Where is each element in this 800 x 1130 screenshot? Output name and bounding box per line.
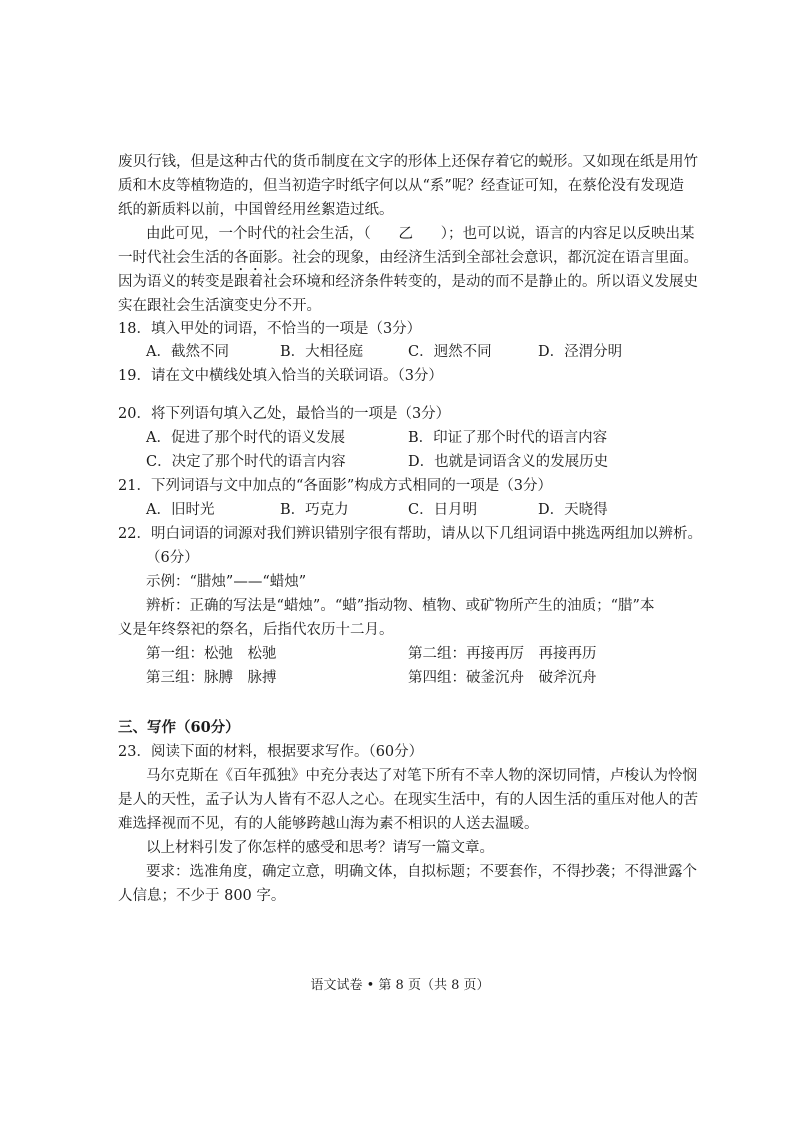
passage-line: [146, 224, 695, 244]
q23-stem: 23．阅读下面的材料，根据要求写作。（60分）: [118, 744, 424, 760]
q21-stem: 21．下列词语与文中加点的“各面影”构成方式相同的一项是（3分）: [118, 478, 552, 494]
material-prompt: 以上材料引发了你怎样的感受和思考？请写一篇文章。: [146, 840, 494, 856]
q21-option-c: C．日月明: [408, 502, 478, 518]
q22-group-3: 第三组：脉膊 脉搏: [146, 670, 277, 686]
q20-option-c: C．决定了那个时代的语言内容: [146, 454, 346, 470]
q21-option-a: A．旧时光: [146, 502, 215, 518]
passage-text: ）；也可以说，语言的内容足以反映出某: [440, 226, 695, 242]
q22-analysis: 义是年终祭祀的祭名，后指代农历十二月。: [118, 622, 394, 638]
passage-line: 质和木皮等植物造的，但当初造字时纸字何以从“系”呢？经查证可知，在蔡伦没有发现造: [118, 178, 684, 194]
requirements: 人信息；不少于 800 字。: [118, 888, 286, 904]
passage-line: 纸的新质料以前，中国曾经用丝絮造过纸。: [118, 202, 394, 218]
q18-option-d: D．泾渭分明: [538, 344, 623, 360]
q20-stem: 20．将下列语句填入乙处，最恰当的一项是（3分）: [118, 406, 451, 422]
dotted-word: 各面影: [234, 250, 278, 266]
passage-line: 废贝行钱，但是这种古代的货币制度在文字的形体上还保存着它的蜕形。又如现在纸是用竹: [118, 154, 698, 170]
q18-option-b: B．大相径庭: [280, 344, 364, 360]
passage-text: 由此可见，一个时代的社会生活，（: [146, 226, 371, 242]
q20-option-d: D．也就是词语含义的发展历史: [408, 454, 609, 470]
requirements: 要求：选准角度，确定立意，明确文体，自拟标题；不要套作，不得抄袭；不得泄露个: [146, 864, 697, 880]
passage-text: 一时代社会生活的: [118, 250, 234, 266]
q22-stem: 22．明白词语的词源对我们辨识错别字很有帮助，请从以下几组词语中挑选两组加以辨析。: [118, 526, 702, 542]
page-footer: 语文试卷 • 第 8 页（共 8 页）: [310, 978, 490, 993]
q22-score: （6分）: [146, 550, 199, 566]
q22-group-4: 第四组：破釜沉舟 破斧沉舟: [408, 670, 597, 686]
q21-option-d: D．天晓得: [538, 502, 608, 518]
passage-line: 因为语义的转变是跟着社会环境和经济条件转变的，是动的而不是静止的。所以语义发展史: [118, 274, 698, 290]
q18-option-c: C．迥然不同: [408, 344, 492, 360]
q22-group-2: 第二组：再接再厉 再接再历: [408, 646, 597, 662]
q19-stem: 19．请在文中横线处填入恰当的关联词语。（3分）: [118, 368, 443, 384]
q21-option-b: B．巧克力: [280, 502, 349, 518]
section-heading: 三、写作（60分）: [118, 719, 240, 736]
passage-text: 。社会的现象，由经济生活到全部社会意识，都沉淀在语言里面。: [277, 250, 698, 266]
q20-option-a: A．促进了那个时代的语义发展: [146, 430, 345, 446]
passage-line: [118, 248, 698, 274]
q18-stem: 18．填入甲处的词语，不恰当的一项是（3分）: [118, 321, 422, 337]
q22-example: 示例：“腊烛”——“蜡烛”: [146, 574, 307, 590]
passage-line: 实在跟社会生活演变史分不开。: [118, 298, 321, 314]
q20-option-b: B．印证了那个时代的语言内容: [408, 430, 608, 446]
material-line: 是人的天性，孟子认为人皆有不忍人之心。在现实生活中，有的人因生活的重压对他人的苦: [118, 792, 698, 808]
material-line: 马尔克斯在《百年孤独》中充分表达了对笔下所有不幸人物的深切同情，卢梭认为怜悯: [146, 768, 697, 784]
q22-group-1: 第一组：松弛 松驰: [146, 646, 277, 662]
blank-yi: 乙: [398, 226, 413, 242]
q22-analysis: 辨析：正确的写法是“蜡烛”。“蜡”指动物、植物、或矿物所产生的油质；“腊”本: [146, 598, 655, 614]
material-line: 难选择视而不见，有的人能够跨越山海为素不相识的人送去温暖。: [118, 816, 539, 832]
q18-option-a: A．截然不同: [146, 344, 229, 360]
